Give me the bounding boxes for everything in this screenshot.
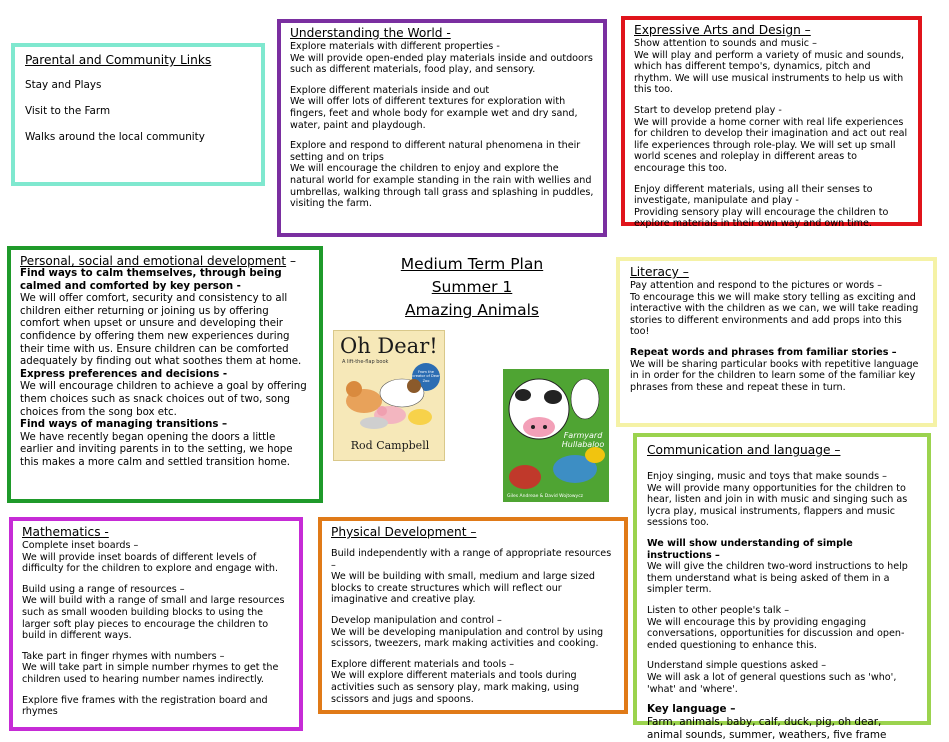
section-heading: Repeat words and phrases from familiar stories – xyxy=(630,346,897,358)
section-body: We will encourage children to achieve a goal by offering them choices such as snack choices out of two, song choices from the song box etc. xyxy=(20,381,307,418)
book1-title: Oh Dear! xyxy=(340,334,438,358)
literacy-box xyxy=(616,257,937,427)
plan-term: Summer 1 xyxy=(431,278,513,296)
section-heading: Take part in finger rhymes with numbers – xyxy=(22,650,225,662)
section-heading: Explore different materials and tools – xyxy=(331,658,515,670)
parental-item: Visit to the Farm xyxy=(25,105,111,117)
section-body: We will offer comfort, security and consistency to all children either returning or joining us by offering comfort when upset or unsure and developing their confidence by offering them new experiences during their time with us. Ensure children can be comforted adequately by finding out what soothes them at home. xyxy=(20,293,302,368)
section-heading: Complete inset boards – xyxy=(22,540,139,551)
section-body: We will offer lots of different textures for exploration with fingers, feet and whole body for example wet and dry sand, water, paint and playdough. xyxy=(290,96,578,131)
understanding-world-title: Understanding the World - xyxy=(290,26,451,40)
section-heading: Understand simple questions asked – xyxy=(647,660,827,672)
plan-title: Medium Term Plan xyxy=(400,255,544,273)
section-body: Farm, animals, baby, calf, duck, pig, oh dear, animal sounds, summer, weathers, five frame xyxy=(647,715,887,741)
section-body: We will encourage the children to enjoy and explore the natural world for example standing in the rain with wellies and umbrellas, walking through tall grass and splashing in puddles, visiting the farm. xyxy=(290,163,594,210)
section-heading: Build using a range of resources – xyxy=(22,583,185,595)
expressive-arts-box xyxy=(621,16,922,230)
section-body: We will be developing manipulation and control by using scissors, tweezers, mark making activities and cooking. xyxy=(331,626,604,650)
section-body: Explore five frames with the registration board and rhymes xyxy=(22,694,268,718)
section-body: We will provide a home corner with real life experiences for children to develop their imagination and act out real life experiences through role-play. We will set up small world scenes and roleplay in different areas to encourage this too. xyxy=(634,116,908,174)
plan-title-block xyxy=(372,253,572,322)
section-body: We will provide many opportunities for the children to hear, listen and join in with music and singing such as lycra play, musical instruments, flappers and music sessions too. xyxy=(647,482,908,529)
mathematics-title: Mathematics - xyxy=(22,525,109,539)
section-body: We will give the children two-word instructions to help them understand what is being asked of them in a simpler term. xyxy=(647,561,908,596)
literacy-title: Literacy – xyxy=(630,265,689,279)
mathematics-box xyxy=(9,517,303,731)
section-heading: Find ways to calm themselves, through being calmed and comforted by key person - xyxy=(20,268,282,292)
physical-title: Physical Development – xyxy=(331,525,477,539)
physical-development-box xyxy=(318,517,628,714)
farmyard-hullabaloo-book-cover xyxy=(503,369,609,502)
section-heading: Enjoy singing, music and toys that make sounds – xyxy=(647,471,887,482)
section-body: We will play and perform a variety of music and sounds, which has different tempo's, dynamics, pitch and rhythm. We will use musical instruments to help us with this too. xyxy=(634,49,905,96)
parental-links-title: Parental and Community Links xyxy=(25,53,212,67)
section-body: We will ask a lot of general questions such as 'who', 'what' and 'where'. xyxy=(647,671,897,695)
section-body: Providing sensory play will encourage the children to explore materials in their own way and own time. xyxy=(634,206,889,230)
section-body: We have recently began opening the doors a little earlier and inviting parents in to the setting, we hope this makes a more calm and settled transition home. xyxy=(20,431,293,468)
section-heading: We will show understanding of simple instructions – xyxy=(647,537,853,561)
parental-item: Walks around the local community xyxy=(25,131,205,143)
section-body: We will provide open-ended play materials inside and outdoors such as different materials, food play, and sensory. xyxy=(290,52,593,76)
section-body: We will build with a range of small and large resources such as small wooden building blocks to using the larger soft play pieces to encourage the children to build in different ways. xyxy=(22,595,285,642)
section-heading: Start to develop pretend play - xyxy=(634,104,782,116)
section-heading: Pay attention and respond to the pictures or words – xyxy=(630,280,883,291)
section-body: We will be sharing particular books with repetitive language in in order for the children to learn some of the familiar key phrases from these and repeat these in turn. xyxy=(630,358,919,393)
book2-author: Giles Andreae & David Wojtowycz xyxy=(507,494,584,499)
section-body: To encourage this we will make story telling as exciting and interactive with the children as we can, we will take reading stories to different environments and add props into this too! xyxy=(630,291,919,338)
section-body: We will encourage this by providing engaging conversations, opportunities for discussion and open-ended questioning to enhance this. xyxy=(647,616,905,651)
plan-topic: Amazing Animals xyxy=(405,301,539,319)
section-heading: Build independently with a range of appropriate resources – xyxy=(331,548,612,571)
personal-social-title: Personal, social and emotional development xyxy=(20,254,287,268)
section-body: We will provide inset boards of different levels of difficulty for the children to explore and engage with. xyxy=(22,551,279,575)
section-heading: Express preferences and decisions - xyxy=(20,368,228,380)
section-body: We will take part in simple number rhymes to get the children used to hearing number names indirectly. xyxy=(22,662,279,685)
section-heading: Explore materials with different properties - xyxy=(290,41,500,52)
section-body: We will be building with small, medium and large sized blocks to create structures which will reflect our imaginative and creative play. xyxy=(331,571,595,606)
section-heading: Show attention to sounds and music – xyxy=(634,38,817,49)
section-heading: Find ways of managing transitions – xyxy=(20,419,228,431)
section-heading: Key language – xyxy=(647,703,736,716)
understanding-world-box xyxy=(277,19,607,237)
personal-social-box xyxy=(7,246,323,503)
oh-dear-book-cover xyxy=(333,330,445,461)
personal-social-title-suffix: – xyxy=(286,254,296,268)
communication-language-box xyxy=(633,433,931,741)
section-heading: Develop manipulation and control – xyxy=(331,614,502,626)
personal-social-title-row xyxy=(20,254,310,268)
parental-links-box xyxy=(11,43,265,186)
section-heading: Enjoy different materials, using all their senses to investigate, manipulate and play - xyxy=(634,183,873,207)
section-heading: Explore different materials inside and out xyxy=(290,84,490,96)
book1-author: Rod Campbell xyxy=(350,439,430,452)
section-heading: Listen to other people's talk – xyxy=(647,604,790,616)
expressive-arts-title: Expressive Arts and Design – xyxy=(634,23,811,37)
book1-subtitle: A lift-the-flap book xyxy=(342,359,389,365)
section-body: We will explore different materials and tools during activities such as sensory play, mark making, using scissors and jugs and spoons. xyxy=(331,670,580,705)
communication-title: Communication and language – xyxy=(647,443,841,457)
section-heading: Explore and respond to different natural phenomena in their setting and on trips xyxy=(290,140,581,163)
parental-item: Stay and Plays xyxy=(25,79,102,91)
book2-title: Farmyard Hullabaloo xyxy=(561,431,605,449)
book1-badge: From the creator of Dear Zoo xyxy=(412,363,440,391)
